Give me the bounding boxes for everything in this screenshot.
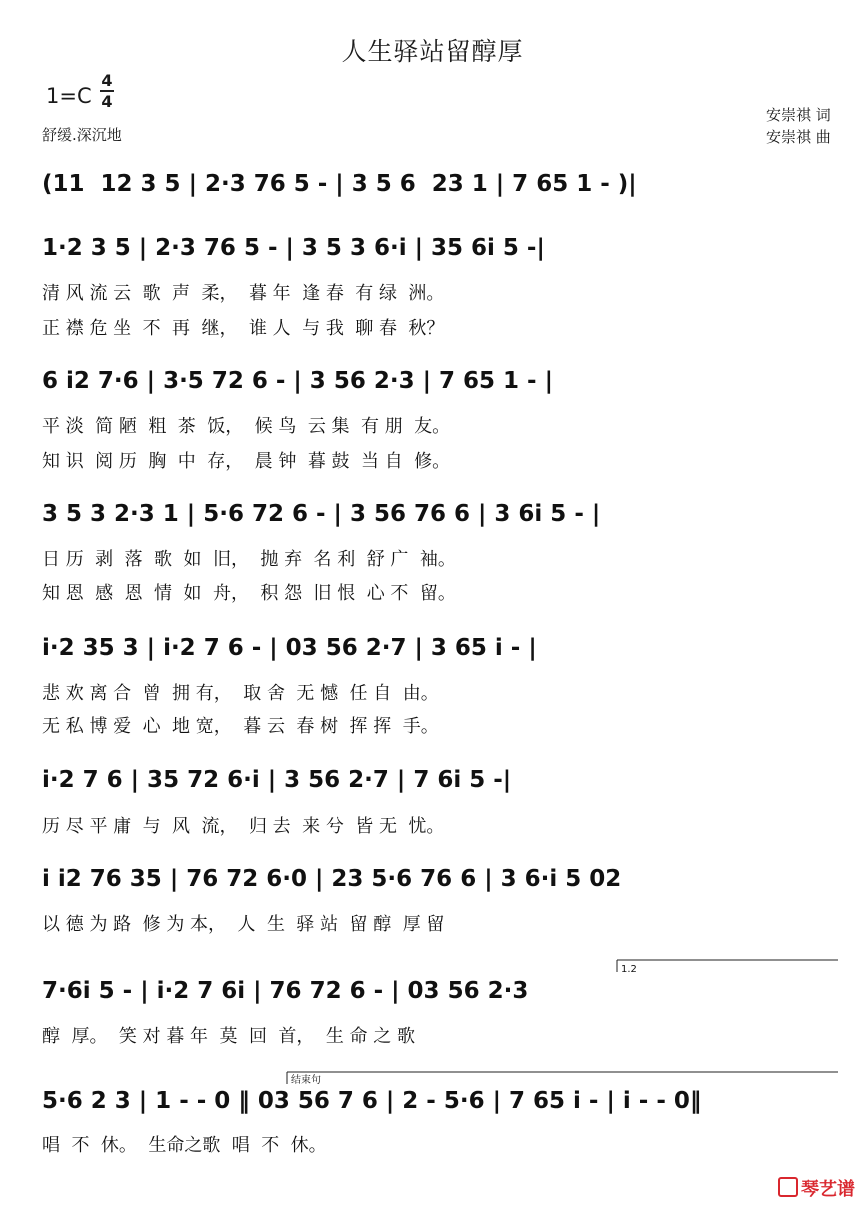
tempo-marking: 舒缓.深沉地 <box>42 126 122 144</box>
lyric-row-6a: 历 尽 平 庸 与 风 流， 归 去 来 兮 皆 无 忧。 <box>42 816 445 837</box>
watermark-logo <box>778 1175 855 1201</box>
score-row-4: 3 5 3 2·3 1 | 5·6 72 6 - | 3 56 76 6 | 3 6i 5 - | <box>42 501 601 527</box>
score-row-2: 1·2 3 5 | 2·3 76 5 - | 3 5 3 6·i | 35 6i 5 -| <box>42 235 545 261</box>
composer-credit: 安崇祺 曲 <box>766 128 831 146</box>
score-row-3: 6 i2 7·6 | 3·5 72 6 - | 3 56 2·3 | 7 65 1 - | <box>42 368 553 394</box>
score-row-1: (11 12 3 5 | 2·3 76 5 - | 3 5 6 23 1 | 7 65 1 - )| <box>42 171 637 197</box>
lyric-row-5a: 悲 欢 离 合 曾 拥 有， 取 舍 无 憾 任 自 由。 <box>42 683 439 704</box>
lyric-row-4a: 日 历 剥 落 歌 如 旧， 抛 弃 名 利 舒 广 袖。 <box>42 549 456 570</box>
lyric-row-3b: 知 识 阅 历 胸 中 存， 晨 钟 暮 鼓 当 自 修。 <box>42 451 451 472</box>
score-row-5: i·2 35 3 | i·2 7 6 - | 03 56 2·7 | 3 65 i - | <box>42 635 537 661</box>
score-row-9: 5·6 2 3 | 1 - - 0 ‖ 03 56 7 6 | 2 - 5·6 | 7 65 i - | i - - 0‖ <box>42 1088 702 1114</box>
score-row-7: i i2 76 35 | 76 72 6·0 | 23 5·6 76 6 | 3 6·i 5 02 <box>42 866 622 892</box>
score-row-8: 7·6i 5 - | i·2 7 6i | 76 72 6 - | 03 56 2·3 <box>42 978 529 1004</box>
lyric-row-9: 唱 不 休。 生命之歌 唱 不 休。 <box>42 1135 327 1156</box>
logo-icon <box>778 1177 798 1197</box>
lyric-row-4b: 知 恩 感 恩 情 如 舟， 积 怨 旧 恨 心 不 留。 <box>42 583 456 604</box>
song-title: 人生驿站留醇厚 <box>341 37 524 66</box>
key-signature: 1=C <box>46 84 92 108</box>
time-signature-bottom: 4 <box>101 92 113 111</box>
score-row-6: i·2 7 6 | 35 72 6·i | 3 56 2·7 | 7 6i 5 -| <box>42 767 512 793</box>
volta-label: 1.2 <box>621 964 637 975</box>
lyric-row-5b: 无 私 博 爱 心 地 宽， 暮 云 春 树 挥 挥 手。 <box>42 716 439 737</box>
lyric-row-2b: 正 襟 危 坐 不 再 继， 谁 人 与 我 聊 春 秋？ <box>42 318 445 339</box>
lyric-row-7: 以 德 为 路 修 为 本， 人 生 驿 站 留 醇 厚 留 <box>42 914 445 935</box>
lyricist-credit: 安崇祺 词 <box>766 106 831 124</box>
time-signature-top: 4 <box>101 71 113 90</box>
ending-label: 结束句 <box>291 1075 321 1086</box>
watermark-text: 琴艺谱 <box>801 1179 855 1200</box>
lyric-row-2a: 清 风 流 云 歌 声 柔， 暮 年 逢 春 有 绿 洲。 <box>42 283 445 304</box>
lyric-row-3a: 平 淡 简 陋 粗 茶 饭， 候 鸟 云 集 有 朋 友。 <box>42 416 451 437</box>
lyric-row-8: 醇 厚。 笑 对 暮 年 莫 回 首， 生 命 之 歌 <box>42 1026 415 1047</box>
